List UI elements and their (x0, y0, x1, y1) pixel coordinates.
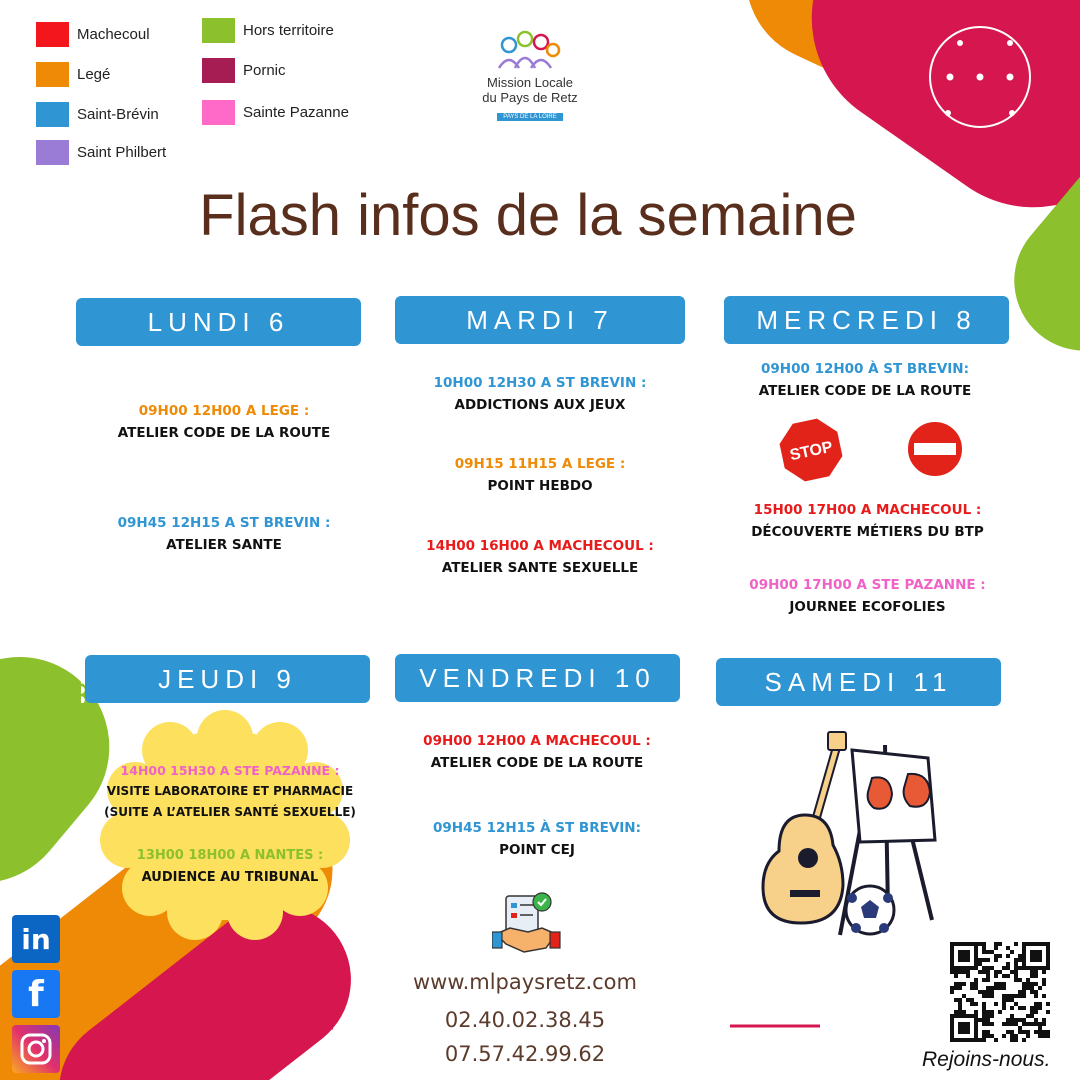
legend-item (36, 22, 150, 47)
event-lundi-1 (74, 400, 374, 444)
website-link[interactable]: www.mlpaysretz.com (412, 970, 637, 994)
legend-swatch (36, 22, 69, 47)
day-header-jeudi: JEUDI 9 (85, 655, 370, 703)
legend-swatch (202, 58, 235, 83)
event-desc-line1: VISITE LABORATOIRE ET PHARMACIE (106, 784, 354, 798)
event-desc: AUDIENCE AU TRIBUNAL (141, 870, 319, 885)
event-time: 09H00 12H00 À ST BREVIN: (761, 361, 969, 377)
logo-line1: Mission Locale (487, 75, 573, 90)
legend-item (36, 140, 166, 165)
event-desc: ADDICTIONS AUX JEUX (454, 397, 626, 413)
page-title: Flash infos de la semaine (199, 183, 857, 248)
event-time: 15H00 17H00 A MACHECOUL : (753, 502, 982, 518)
day-header-mercredi: MERCREDI 8 (724, 296, 1009, 344)
dotted-circle-ornament (920, 25, 1040, 135)
soccer-ball-icon (846, 886, 894, 934)
legend-label: Pornic (243, 62, 286, 79)
people-logo-icon (495, 30, 565, 70)
legend-label: Saint-Brévin (77, 106, 159, 123)
day-header-samedi: SAMEDI 11 (716, 658, 1001, 706)
legend-item (202, 58, 286, 83)
event-desc: POINT CEJ (499, 842, 575, 858)
stop-sign-text: STOP (788, 438, 835, 465)
legend-item (36, 62, 110, 87)
instagram-glyph (19, 1032, 53, 1066)
event-desc: JOURNEE ECOFOLIES (789, 599, 946, 615)
legend-swatch (36, 102, 69, 127)
event-time: 14H00 15H30 A STE PAZANNE : (120, 763, 340, 778)
day-header-lundi: LUNDI 6 (76, 298, 361, 346)
qr-code[interactable] (950, 942, 1050, 1042)
event-desc: ATELIER CODE DE LA ROUTE (117, 425, 331, 441)
linkedin-icon[interactable] (12, 915, 60, 963)
event-time: 09H00 17H00 A STE PAZANNE : (749, 577, 986, 593)
join-us-text: Rejoins-nous. (922, 1048, 1051, 1071)
event-jeudi-1 (95, 760, 365, 823)
event-desc: ATELIER SANTE (166, 537, 282, 553)
event-time: 13H00 18H00 A NANTES : (136, 848, 324, 863)
event-vendredi-2 (387, 817, 687, 861)
legend-label: Legé (77, 66, 111, 83)
handshake-contract-icon (492, 890, 562, 960)
event-desc: ATELIER SANTE SEXUELLE (441, 560, 639, 576)
jeudi-yellow-badge (100, 710, 350, 940)
logo-tag: PAYS DE LA LOIRE (497, 113, 562, 121)
legend-item (36, 102, 159, 127)
legend-item (202, 100, 349, 125)
event-jeudi-2 (95, 845, 365, 889)
event-vendredi-1 (387, 730, 687, 774)
event-mercredi-1 (715, 358, 1015, 402)
mission-locale-logo (475, 30, 585, 123)
event-mercredi-3 (715, 574, 1020, 618)
event-desc: POINT HEBDO (487, 478, 593, 494)
linkedin-label: in (21, 922, 51, 956)
leisure-illustration (760, 730, 950, 945)
event-time: 09H15 11H15 A LEGE : (454, 456, 626, 472)
event-mercredi-2 (715, 499, 1020, 543)
facebook-icon[interactable] (12, 970, 60, 1018)
event-lundi-2 (74, 512, 374, 556)
legend-label: Machecoul (77, 26, 150, 43)
event-mardi-1 (390, 372, 690, 416)
phone-1: 02.40.02.38.45 (444, 1008, 606, 1032)
legend-label: Saint Philbert (77, 144, 167, 161)
legend-swatch (36, 140, 69, 165)
day-header-mardi: MARDI 7 (395, 296, 685, 344)
event-time: 10H00 12H30 A ST BREVIN : (433, 375, 647, 391)
legend-label: Sainte Pazanne (243, 104, 349, 121)
instagram-icon[interactable] (12, 1025, 60, 1073)
day-header-vendredi: VENDREDI 10 (395, 654, 680, 702)
event-time: 14H00 16H00 A MACHECOUL : (426, 538, 654, 554)
event-time: 09H45 12H15 À ST BREVIN: (433, 820, 641, 836)
guitar-icon (763, 732, 846, 923)
event-desc-line2: (SUITE A L’ATELIER SANTÉ SEXUELLE) (104, 805, 356, 819)
legend-swatch (36, 62, 69, 87)
legend-swatch (202, 100, 235, 125)
event-time: 09H00 12H00 A LEGE : (138, 403, 310, 419)
legend-swatch (202, 18, 235, 43)
legend-label: Hors territoire (243, 22, 334, 39)
stop-sign-icon (778, 417, 844, 483)
event-time: 09H45 12H15 A ST BREVIN : (117, 515, 331, 531)
event-desc: ATELIER CODE DE LA ROUTE (430, 755, 644, 771)
event-mardi-2 (390, 453, 690, 497)
event-mardi-3 (390, 535, 690, 579)
event-desc: DÉCOUVERTE MÉTIERS DU BTP (751, 524, 984, 540)
phone-2: 07.57.42.99.62 (444, 1042, 606, 1066)
no-entry-sign-icon (905, 419, 965, 479)
facebook-label: f (28, 973, 44, 1015)
logo-line2: du Pays de Retz (482, 90, 578, 105)
event-time: 09H00 12H00 A MACHECOUL : (423, 733, 651, 749)
event-desc: ATELIER CODE DE LA ROUTE (758, 383, 972, 399)
legend-item (202, 18, 334, 43)
